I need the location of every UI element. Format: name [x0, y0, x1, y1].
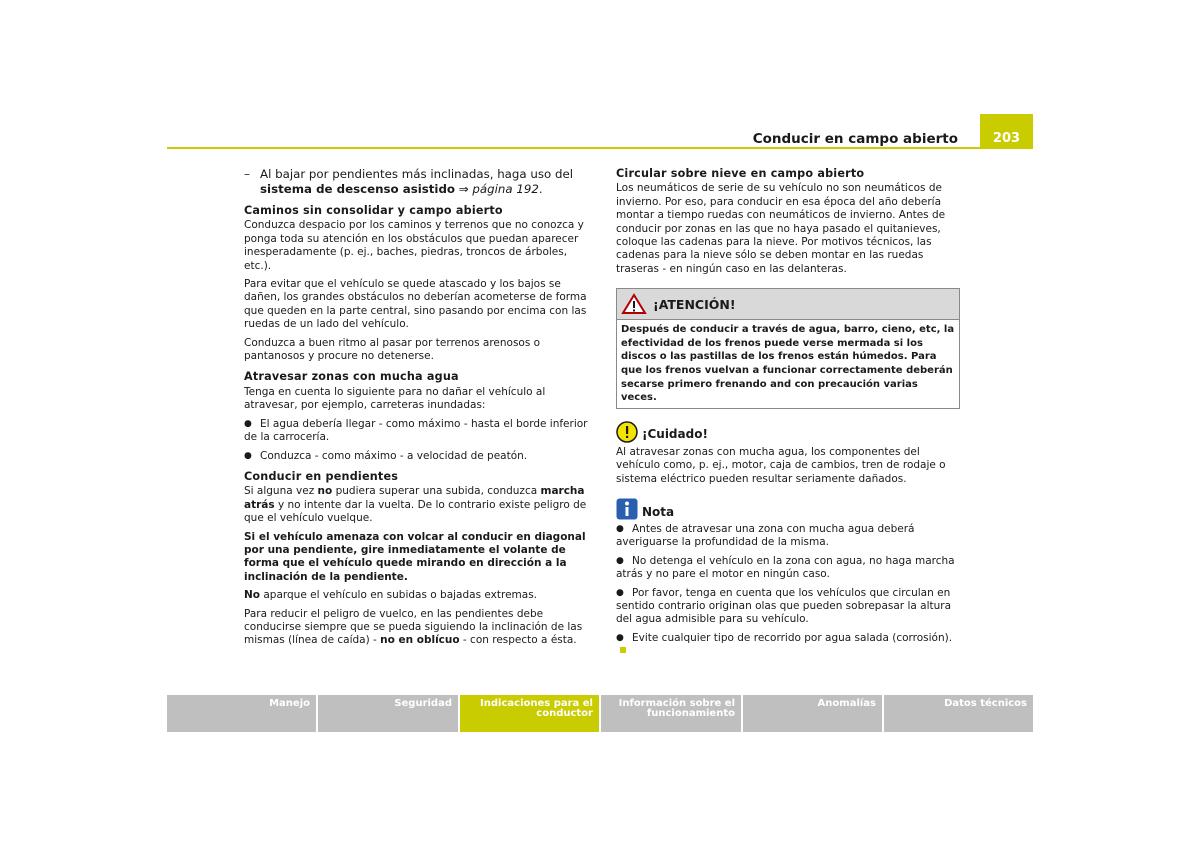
text: Si alguna vez: [244, 485, 318, 498]
header-rule: [167, 147, 1033, 149]
note-text: Evite cualquier tipo de recorrido por agua salada (corrosión).: [632, 631, 953, 644]
tab-seguridad[interactable]: Seguridad: [318, 695, 460, 732]
intro-bold: sistema de descenso asistido: [260, 182, 456, 196]
tab-datos-tecnicos[interactable]: Datos técnicos: [884, 695, 1033, 732]
caution-title: ¡Cuidado!: [642, 427, 708, 442]
bullet-item: [244, 418, 588, 445]
bullet-item: [244, 450, 588, 463]
intro-text: Al bajar por pendientes más inclinadas, haga uso del: [260, 167, 573, 181]
text: Para reducir el peligro de vuelco, en las pendientes debe conducirse siempre que se pueda siguiendo la inclinación de las mismas (línea de caída) -: [244, 607, 583, 647]
heading-pendientes: Conducir en pendientes: [244, 469, 399, 483]
note-item: [616, 523, 960, 550]
bullet-text: El agua debería llegar - como máximo - hasta el borde inferior de la carrocería.: [244, 417, 588, 444]
paragraph: Tenga en cuenta lo siguiente para no dañar el vehículo al atravesar, por ejemplo, carreteras inundadas:: [244, 385, 546, 412]
caution-body: Al atravesar zonas con mucha agua, los componentes del vehículo como, p. ej., motor, caja de cambios, tren de rodaje o sistema eléctrico pueden resultar seriamente dañados.: [616, 445, 946, 485]
tab-anomalias[interactable]: Anomalías: [743, 695, 884, 732]
text: aparque el vehículo en subidas o bajadas extremas.: [260, 589, 538, 602]
text-bold: no en oblícuo: [380, 634, 460, 647]
heading-nieve: Circular sobre nieve en campo abierto: [616, 167, 865, 180]
warning-box: [616, 288, 960, 409]
note-text: Antes de atravesar una zona con mucha agua deberá averiguarse la profundidad de la misma.: [616, 523, 915, 549]
warning-title: ¡ATENCIÓN!: [653, 296, 736, 312]
heading-agua: Atravesar zonas con mucha agua: [244, 370, 459, 384]
note-item: [616, 587, 960, 627]
note-text: Por favor, tenga en cuenta que los vehículos que circulan en sentido contrario originan olas que pueden sobrepasar la altura del agua admisible para su vehículo.: [616, 586, 952, 626]
paragraph: Para evitar que el vehículo se quede atascado y los bajos se dañen, los grandes obstáculos no deberían acometerse de forma que queden en la parte central, sino pasando por encima con las ruedas de un lado del vehículo.: [244, 278, 587, 331]
tab-manejo[interactable]: Manejo: [167, 695, 318, 732]
paragraph: [244, 589, 588, 602]
text: - con respecto a ésta.: [459, 634, 577, 647]
chapter-title: Conducir en campo abierto: [752, 131, 958, 147]
bullet-dot-icon: ●: [616, 587, 624, 598]
end-square-icon: [620, 647, 626, 653]
right-column: [616, 167, 960, 664]
paragraph-bold: Si el vehículo amenaza con volcar al conducir en diagonal por una pendiente, gire inmediatamente el volante de forma que el vehículo quede mirando en dirección a la inclinación de la pendiente.: [244, 530, 586, 583]
left-column: [244, 167, 588, 653]
intro-end: .: [538, 182, 543, 196]
note-item: [616, 555, 960, 582]
caution-exclamation-icon: [616, 421, 638, 443]
warning-header: [617, 289, 959, 320]
bullet-dot-icon: ●: [244, 450, 252, 461]
tab-informacion[interactable]: Información sobre el funcionamiento: [601, 695, 743, 732]
chapter-tabs: [167, 695, 1033, 732]
note-title: Nota: [642, 504, 675, 519]
paragraph: Conduzca a buen ritmo al pasar por terrenos arenosos o pantanosos y procure no detenerse.: [244, 336, 541, 363]
heading-caminos: Caminos sin consolidar y campo abierto: [244, 204, 503, 217]
text: pudiera superar una subida, conduzca: [332, 485, 541, 498]
bullet-dot-icon: ●: [244, 418, 252, 429]
text: y no intente dar la vuelta. De lo contrario existe peligro de que el vehículo vuelque.: [244, 498, 587, 525]
bullet-dot-icon: ●: [616, 555, 624, 566]
bullet-dot-icon: ●: [616, 524, 624, 535]
paragraph: [244, 485, 588, 525]
note-text: No detenga el vehículo en la zona con agua, no haga marcha atrás y no pare el motor en ningún caso.: [616, 554, 955, 581]
intro-continuation: [244, 182, 588, 197]
intro-item: [244, 167, 588, 197]
warning-triangle-icon: [621, 293, 647, 315]
note-item: [616, 632, 960, 659]
paragraph: [244, 608, 588, 648]
intro-dash: –: [244, 167, 250, 181]
text-bold: No: [244, 589, 261, 602]
paragraph: Los neumáticos de serie de su vehículo no son neumáticos de invierno. Por eso, para conducir en esa época del año debería montar a tiempo ruedas con neumáticos de invierno. Antes de conducir por zonas en las que no haya pasado el quitanieves, coloque las cadenas para la nieve. Por motivos técnicos, las cadenas para la nieve sólo se deben montar en las ruedas traseras - en ningún caso en las delanteras.: [616, 182, 946, 275]
text-bold: no: [317, 485, 333, 498]
caution-header: [616, 421, 960, 443]
bullet-dot-icon: ●: [616, 632, 624, 643]
page-number: 203: [980, 114, 1033, 148]
warning-body: Después de conducir a través de agua, barro, cieno, etc, la efectividad de los frenos puede verse mermada si los discos o las pastillas de los frenos están húmedos. Para que los frenos vuelvan a funcionar correctamente deberán secarse primero frenando and con precaución varias veces.: [621, 324, 955, 404]
tab-indicaciones[interactable]: Indicaciones para el conductor: [460, 695, 601, 732]
note-header: [616, 498, 960, 520]
text-bold: marcha atrás: [244, 485, 585, 511]
info-icon: [616, 498, 638, 520]
paragraph: Conduzca despacio por los caminos y terrenos que no conozca y ponga toda su atención en los obstáculos que puedan aparecer inesperadamente (p. ej., baches, piedras, troncos de árboles, etc.).: [244, 219, 584, 272]
bullet-text: Conduzca - como máximo - a velocidad de peatón.: [260, 449, 528, 462]
page-reference-link[interactable]: ⇒ página 192: [458, 182, 539, 196]
